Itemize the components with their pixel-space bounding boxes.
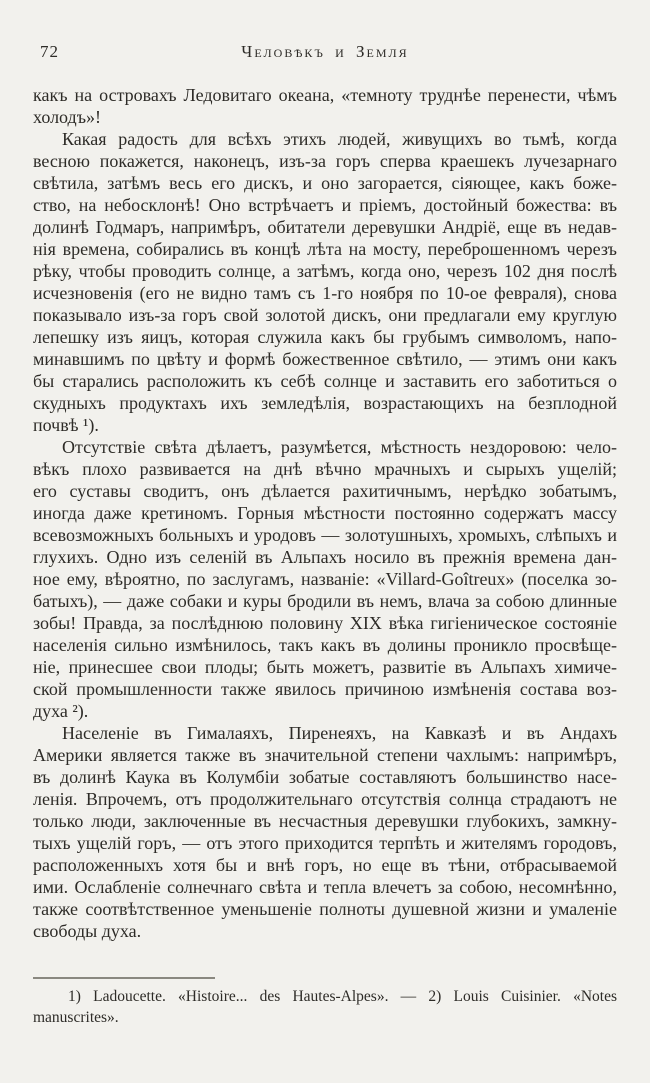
- text-line: исчезновенія (его не видно тамъ съ 1-го ноября по 10-ое февраля), снова: [33, 283, 617, 303]
- text-line: Населеніе въ Гималаяхъ, Пиренеяхъ, на Кавказѣ и въ Андахъ: [62, 723, 617, 743]
- text-line: свободы духа.: [33, 921, 142, 941]
- text-line: тыхъ ущелій горъ, — отъ этого приходится терпѣть и жителямъ городовъ,: [33, 833, 617, 853]
- footnote-separator: [33, 977, 215, 979]
- footnote: [33, 986, 617, 1028]
- text-line: ими. Ослабленіе солнечнаго свѣта и тепла влечетъ за собою, несомнѣнно,: [33, 877, 617, 897]
- text-line: бы старались расположить къ себѣ солнце и заставить его заботиться о: [33, 371, 617, 391]
- text-line: духа ²).: [33, 701, 89, 721]
- text-line: свѣтила, затѣмъ весь его дискъ, и оно загорается, сіяющее, какъ боже-: [33, 173, 617, 193]
- footnote-line: manuscrites».: [33, 1009, 119, 1026]
- text-line: минавшимъ по цвѣту и формѣ божественное свѣтило, — этимъ они какъ: [33, 349, 617, 369]
- page-number: 72: [40, 42, 59, 61]
- text-line: населенія сильно измѣнилось, такъ какъ въ долины проникло просвѣще-: [33, 635, 617, 655]
- text-line: лепешку изъ яицъ, которая служила какъ бы грубымъ символомъ, напо-: [33, 327, 617, 347]
- text-line: зобы! Правда, за послѣднюю половину XIX вѣка гигіеническое состояніе: [33, 613, 617, 633]
- text-line: глухихъ. Одно изъ селеній въ Альпахъ носило въ прежнія времена дан-: [33, 547, 617, 567]
- text-line: въ долинѣ Каука въ Колумбіи зобатые составляютъ большинство насе-: [33, 767, 617, 787]
- text-line: ленія. Впрочемъ, отъ продолжительнаго отсутствія солнца страдаютъ не: [33, 789, 617, 809]
- text-line: всевозможныхъ больныхъ и уродовъ — золотушныхъ, хромыхъ, слѣпыхъ и: [33, 525, 617, 545]
- text-line: только люди, заключенные въ несчастныя деревушки глубокихъ, замкну-: [33, 811, 617, 831]
- text-line: расположенныхъ хотя бы и внѣ горъ, но еще въ тѣни, отбрасываемой: [33, 855, 617, 875]
- text-line: холодъ»!: [33, 107, 102, 127]
- text-line: Отсутствіе свѣта дѣлаетъ, разумѣется, мѣстность нездоровою: чело-: [62, 437, 617, 457]
- text-line: также соотвѣтственное уменьшеніе полноты душевной жизни и умаленіе: [33, 899, 617, 919]
- text-line: иногда даже кретиномъ. Горныя мѣстности постоянно содержатъ массу: [33, 503, 617, 523]
- page-header: [33, 42, 617, 62]
- text-line: показывало изъ-за горъ свой золотой дискъ, они предлагали ему круглую: [33, 305, 617, 325]
- text-line: ство, на небосклонѣ! Оно встрѣчаетъ и пріемъ, достойный божества: въ: [33, 195, 617, 215]
- text-line: рѣку, чтобы проводить солнце, а затѣмъ, когда оно, черезъ 102 дня послѣ: [33, 261, 617, 281]
- footnote-line: 1) Ladoucette. «Histoire... des Hautes-Alpes». — 2) Louis Cuisinier. «Notes: [68, 988, 617, 1005]
- text-line: Какая радость для всѣхъ этихъ людей, живущихъ во тьмѣ, когда: [62, 129, 617, 149]
- text-line: батыхъ), — даже собаки и куры бродили въ немъ, влача за собою длинные: [33, 591, 617, 611]
- text-line: какъ на островахъ Ледовитаго океана, «темноту труднѣе перенести, чѣмъ: [33, 85, 617, 105]
- text-line: ное ему, вѣроятно, по заслугамъ, названіе: «Villard-Goîtreux» (поселка зо-: [33, 569, 617, 589]
- text-line: вѣкъ плохо развивается на днѣ вѣчно мрачныхъ и сырыхъ ущелій;: [33, 459, 617, 479]
- text-line: нія времена, собирались въ концѣ лѣта на мосту, переброшенномъ черезъ: [33, 239, 617, 259]
- body-text: [33, 84, 617, 942]
- text-line: весною покажется, наконецъ, изъ-за горъ сперва краешекъ лучезарнаго: [33, 151, 617, 171]
- text-line: почвѣ ¹).: [33, 415, 99, 435]
- text-line: Америки является также въ значительной степени чахлымъ: напримѣръ,: [33, 745, 617, 765]
- text-line: долинѣ Годмаръ, напримѣръ, обитатели деревушки Андріё, еще въ недав-: [33, 217, 617, 237]
- running-title: Человѣкъ и Земля: [241, 42, 409, 61]
- text-line: скудныхъ продуктахъ ихъ земледѣлія, возрастающихъ на безплодной: [33, 393, 617, 413]
- text-line: его суставы сводитъ, онъ дѣлается рахитичнымъ, нерѣдко зобатымъ,: [33, 481, 617, 501]
- text-line: ніе, принесшее свои плоды; быть можетъ, развитіе въ Альпахъ химиче-: [33, 657, 617, 677]
- text-line: ской промышленности также явилось причиною измѣненія состава воз-: [33, 679, 617, 699]
